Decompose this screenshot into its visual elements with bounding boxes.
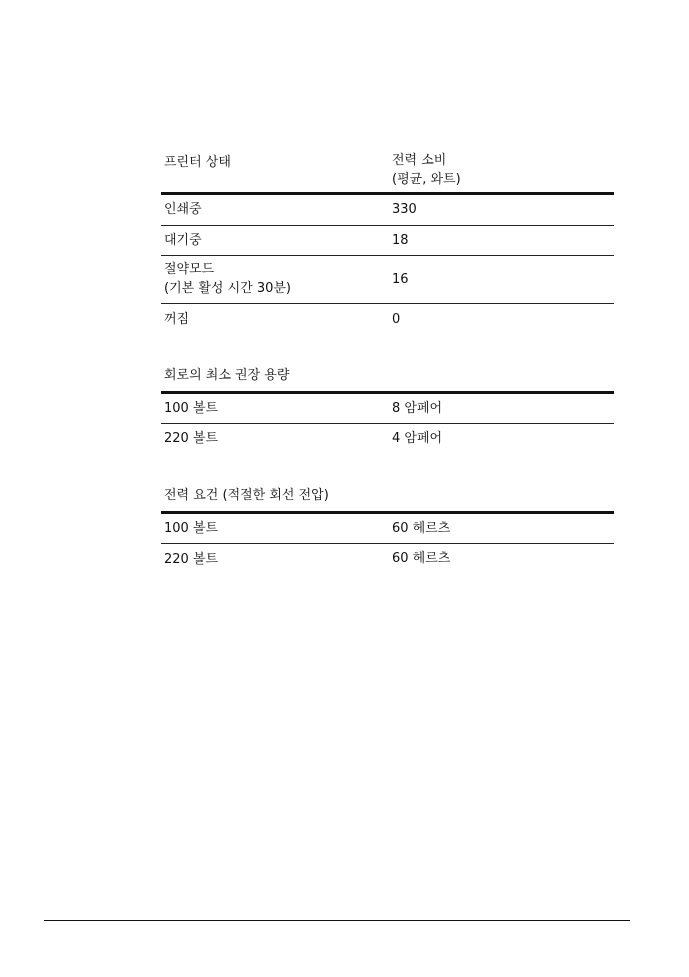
watts-power-save: 16 bbox=[392, 272, 409, 287]
req-frequency-220: 60 헤르츠 bbox=[392, 551, 451, 566]
power-table-header bbox=[161, 150, 614, 195]
table-row bbox=[161, 256, 614, 304]
power-requirement-table bbox=[161, 486, 614, 572]
header-power-unit: (평균, 와트) bbox=[392, 172, 461, 187]
table-row bbox=[161, 394, 614, 424]
state-printing: 인쇄중 bbox=[164, 202, 202, 217]
table-row bbox=[161, 195, 614, 226]
circuit-table-title: 회로의 최소 권장 용량 bbox=[164, 368, 290, 383]
voltage-220: 220 볼트 bbox=[164, 431, 219, 446]
requirement-table-title: 전력 요건 (적절한 회선 전압) bbox=[164, 488, 329, 503]
circuit-table-header bbox=[161, 366, 614, 394]
header-printer-state: 프린터 상태 bbox=[164, 155, 231, 170]
req-voltage-220: 220 볼트 bbox=[164, 552, 219, 567]
state-off: 꺼짐 bbox=[164, 312, 190, 327]
table-row bbox=[161, 514, 614, 544]
state-standby: 대기중 bbox=[164, 233, 202, 248]
power-consumption-table bbox=[161, 150, 614, 334]
state-power-save: 절약모드 bbox=[164, 262, 215, 277]
watts-standby: 18 bbox=[392, 233, 409, 248]
table-row bbox=[161, 304, 614, 334]
watts-off: 0 bbox=[392, 312, 401, 327]
requirement-table-header bbox=[161, 486, 614, 514]
req-frequency-100: 60 헤르츠 bbox=[392, 521, 451, 536]
footer-divider bbox=[44, 920, 630, 921]
table-row bbox=[161, 424, 614, 452]
voltage-100: 100 볼트 bbox=[164, 401, 219, 416]
table-row bbox=[161, 226, 614, 256]
state-power-save-note: (기본 활성 시간 30분) bbox=[164, 281, 291, 296]
circuit-capacity-table bbox=[161, 366, 614, 452]
ampere-220: 4 암페어 bbox=[392, 431, 443, 446]
header-power-consumption: 전력 소비 bbox=[392, 153, 447, 168]
table-row bbox=[161, 544, 614, 572]
ampere-100: 8 암페어 bbox=[392, 401, 443, 416]
req-voltage-100: 100 볼트 bbox=[164, 521, 219, 536]
watts-printing: 330 bbox=[392, 202, 417, 217]
